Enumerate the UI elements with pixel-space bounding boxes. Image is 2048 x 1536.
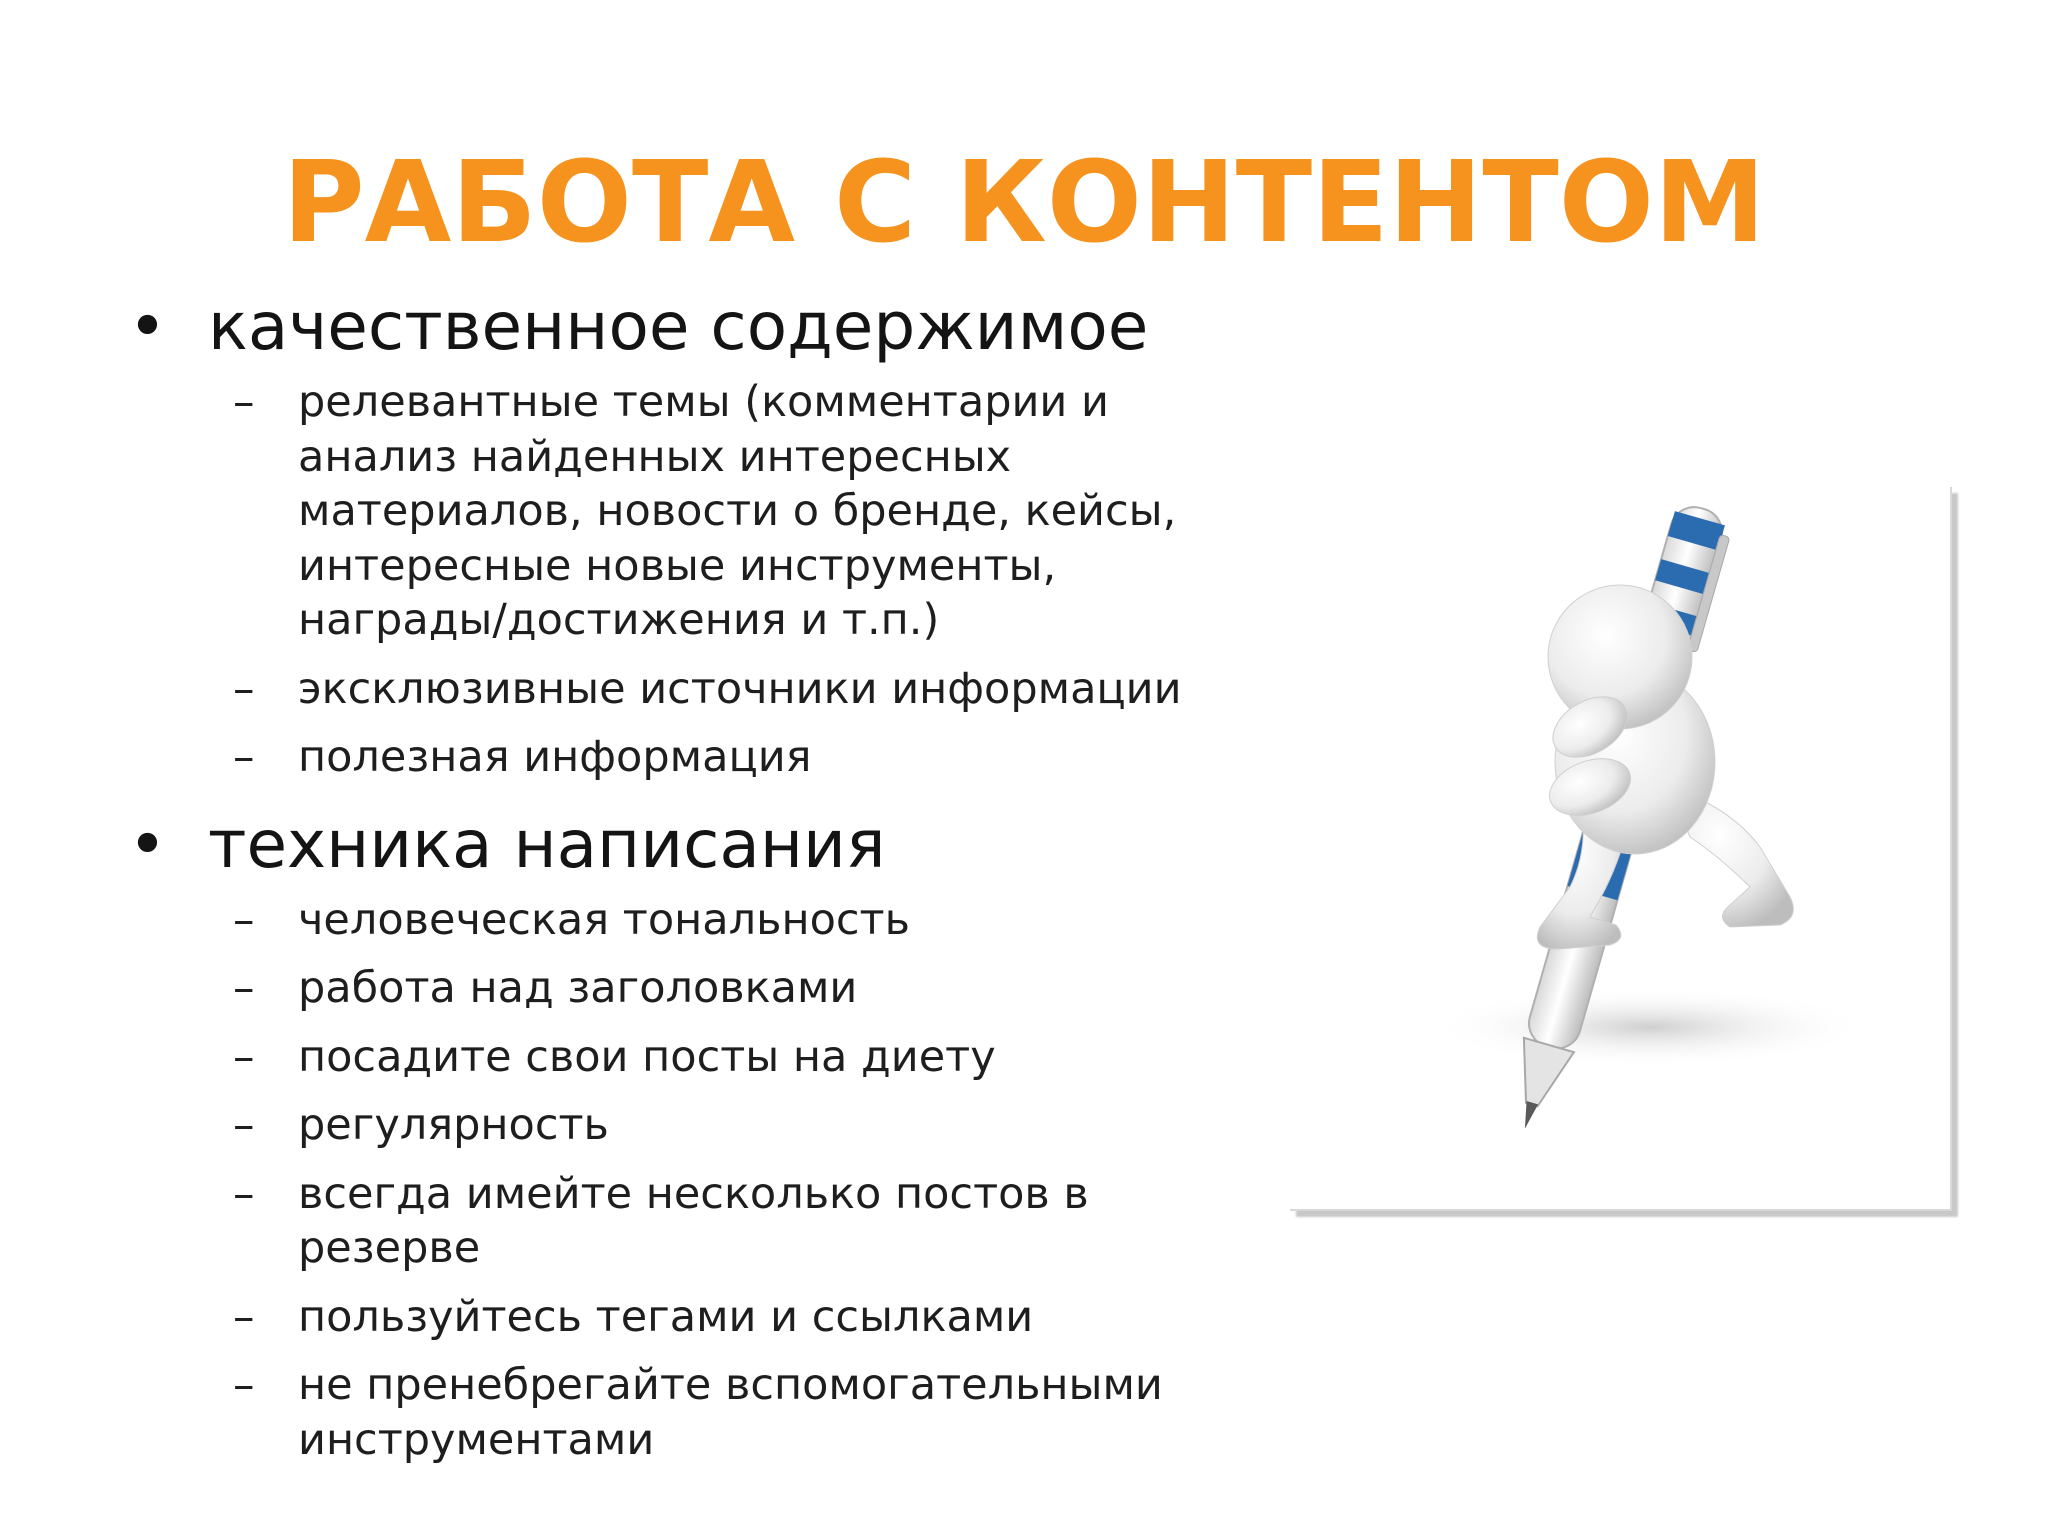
- list-item: [128, 1030, 1268, 1085]
- list-item: [128, 961, 1268, 1016]
- dash-marker: –: [233, 377, 255, 427]
- list-item-text: работа над заголовками: [298, 963, 858, 1013]
- list-item: [128, 730, 1268, 785]
- list-item-text: человеческая тональность: [298, 894, 910, 945]
- list-item: [128, 375, 1268, 648]
- list-item: [128, 1098, 1268, 1153]
- bullet-heading-text: качественное содержимое: [208, 288, 1149, 365]
- list-item-text: регулярность: [298, 1100, 609, 1150]
- bullet-heading-text: техника написания: [208, 805, 886, 883]
- figure-with-pen-icon: [1290, 487, 1950, 1209]
- dash-marker: –: [233, 663, 255, 714]
- bullet-dot: •: [128, 288, 167, 365]
- dash-marker: –: [233, 1291, 255, 1342]
- list-item-text: релевантные темы (комментарии и анализ найденных интересных материалов, новости о бренде, кейсы, интересные новые инструменты, награды/достижения и т.п.): [298, 377, 1177, 645]
- list-item-text: посадите свои посты на диету: [298, 1031, 996, 1082]
- list-item: [128, 1290, 1268, 1345]
- bullet-dot: •: [128, 805, 167, 883]
- bullet-heading: [128, 803, 1268, 887]
- dash-marker: –: [233, 963, 255, 1013]
- list-item: [128, 1167, 1268, 1276]
- illustration-frame: [1290, 487, 1952, 1211]
- list-item: [128, 893, 1268, 948]
- list-item-text: пользуйтесь тегами и ссылками: [298, 1291, 1034, 1342]
- list-item-text: всегда имейте несколько постов в резерве: [298, 1168, 1089, 1273]
- sub-list: [128, 893, 1268, 1468]
- dash-marker: –: [233, 1031, 255, 1082]
- list-item: [128, 662, 1268, 717]
- list-item-text: эксклюзивные источники информации: [298, 663, 1182, 714]
- dash-marker: –: [233, 1168, 255, 1219]
- list-item-text: не пренебрегайте вспомогательными инструментами: [298, 1360, 1163, 1465]
- dash-marker: –: [233, 894, 255, 945]
- dash-marker: –: [233, 732, 255, 782]
- list-item-text: полезная информация: [298, 732, 812, 782]
- list-item: [128, 1358, 1268, 1467]
- slide-title: РАБОТА С КОНТЕНТОМ: [282, 138, 1766, 268]
- bullet-heading: [128, 285, 1268, 369]
- dash-marker: –: [233, 1100, 255, 1150]
- sub-list: [128, 375, 1268, 785]
- dash-marker: –: [233, 1360, 255, 1410]
- slide-content: [128, 285, 1268, 1481]
